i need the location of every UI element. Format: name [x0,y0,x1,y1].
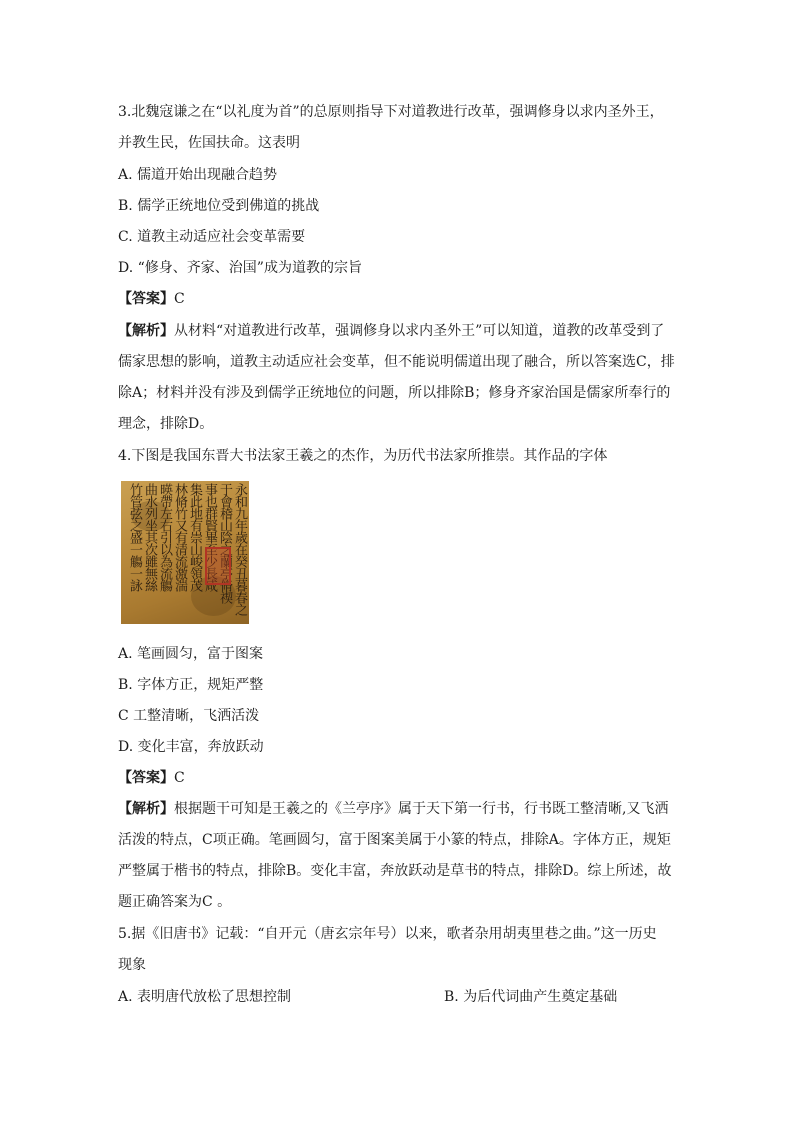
q3-option-a: A. 儒道开始出现融合趋势 [118,167,278,183]
q3-analysis-line2: 儒家思想的影响，道教主动适应社会变革，但不能说明儒道出现了融合，所以答案选C，排 [118,354,675,370]
q4-option-d: D. 变化丰富，奔放跃动 [118,739,264,755]
q4-analysis-line1 [118,800,678,818]
q4-option-c: C 工整清晰，飞洒活泼 [118,708,260,724]
q5-option-a: A. 表明唐代放松了思想控制 [118,989,292,1005]
calligraphy-column: 集此地有崇山峻領茂 [187,483,202,591]
q4-analysis-line4: 题正确答案为C 。 [118,894,232,910]
q3-answer [118,290,678,308]
calligraphy-column: 竹管弦之盛一觴一詠 [127,483,142,591]
q3-analysis-text1: 从材料“对道教进行改革，强调修身以求内圣外王”可以知道，道教的改革受到了 [174,323,665,339]
q5-stem-line2: 现象 [118,957,146,973]
q4-answer-value: C [174,770,185,786]
red-seal-stamp [205,547,231,585]
q4-analysis-label: 【解析】 [118,801,174,817]
q4-analysis-text1: 根据题干可知是王羲之的《兰亭序》属于天下第一行书，行书既工整清晰,又飞洒 [174,801,669,817]
q4-option-a: A. 笔画圆匀，富于图案 [118,646,264,662]
q3-stem-line2: 并教生民，佐国扶命。这表明 [118,135,300,151]
calligraphy-column: 永和九年歲在癸丑暮春之 [232,483,247,615]
calligraphy-image [121,481,249,624]
q3-answer-label: 【答案】 [118,291,174,307]
q4-option-b: B. 字体方正，规矩严整 [118,677,264,693]
q3-analysis-label: 【解析】 [118,323,174,339]
q4-answer-label: 【答案】 [118,770,174,786]
calligraphy-column: 暎帶左右引以為流觴 [157,483,172,591]
q3-answer-value: C [174,291,185,307]
calligraphy-column: 于會稽山陰之蘭亭脩禊 [217,483,232,603]
calligraphy-column: 曲水列坐其次雖無絲 [142,483,157,591]
q4-analysis-line2: 活泼的特点，C项正确。笔画圆匀，富于图案美属于小篆的特点，排除A。字体方正，规矩 [118,832,671,848]
q3-analysis-line4: 理念，排除D。 [118,416,214,432]
q5-stem-line1: 5.据《旧唐书》记载：“自开元（唐玄宗年号）以来，歌者杂用胡夷里巷之曲。”这一历史 [118,926,657,942]
calligraphy-column: 事也群賢畢至少長咸 [202,483,217,591]
calligraphy-column: 林脩竹又有清流激湍 [172,483,187,591]
q4-answer [118,769,678,787]
q3-option-c: C. 道教主动适应社会变革需要 [118,229,306,245]
q4-analysis-line3: 严整属于楷书的特点，排除B。变化丰富，奔放跃动是草书的特点，排除D。综上所述，故 [118,863,672,879]
q4-stem: 4.下图是我国东晋大书法家王羲之的杰作，为历代书法家所推崇。其作品的字体 [118,448,608,464]
q3-analysis-line3: 除A；材料并没有涉及到儒学正统地位的问题，所以排除B；修身齐家治国是儒家所奉行的 [118,385,671,401]
q3-option-b: B. 儒学正统地位受到佛道的挑战 [118,198,320,214]
q3-analysis-line1 [118,322,678,340]
q3-stem-line1: 3.北魏寇谦之在“以礼度为首”的总原则指导下对道教进行改革，强调修身以求内圣外王， [118,104,664,120]
q5-option-b: B. 为后代词曲产生奠定基础 [444,989,618,1005]
q3-option-d: D. “修身、齐家、治国”成为道教的宗旨 [118,260,362,276]
